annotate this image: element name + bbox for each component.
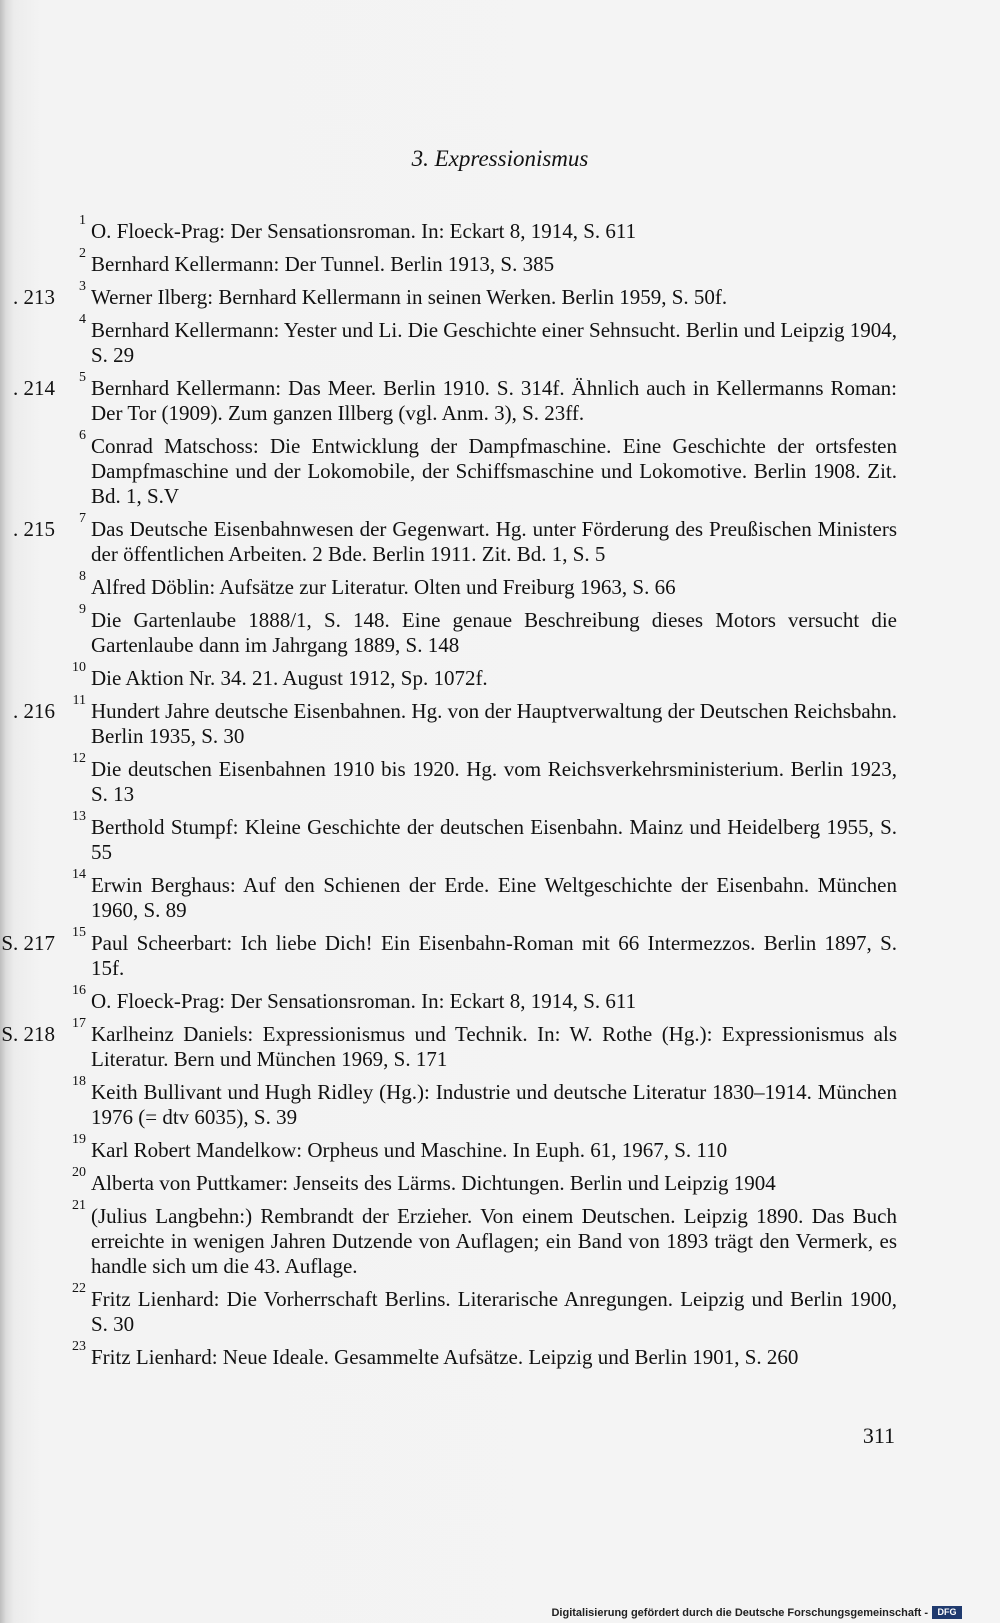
endnote-text bbox=[0, 511, 897, 567]
endnote-number: 10 bbox=[72, 660, 86, 675]
page-number: 311 bbox=[862, 1423, 895, 1448]
endnote-body: Bernhard Kellermann: Yester und Li. Die Geschichte einer Sehnsucht. Berlin und Leipzig 1904, S. 29 bbox=[91, 318, 897, 367]
endnote-text bbox=[0, 370, 897, 426]
endnote-text bbox=[0, 1132, 897, 1163]
endnote-text bbox=[0, 1074, 897, 1130]
endnote-body: (Julius Langbehn:) Rembrandt der Erzieher. Von einem Deutschen. Leipzig 1890. Das Buch erreichte in wenigen Jahren Dutzende von Auflagen; ein Band von 1893 trägt den Vermerk, es handle sich um die 43. Auflage. bbox=[91, 1204, 897, 1278]
endnote bbox=[0, 213, 1000, 244]
endnote-body: Bernhard Kellermann: Der Tunnel. Berlin 1913, S. 385 bbox=[91, 252, 555, 276]
endnote bbox=[0, 569, 1000, 600]
endnote-body: Werner Ilberg: Bernhard Kellermann in seinen Werken. Berlin 1959, S. 50f. bbox=[91, 285, 728, 309]
endnote-number: 6 bbox=[79, 428, 86, 443]
endnote-body: Hundert Jahre deutsche Eisenbahnen. Hg. von der Hauptverwaltung der Deutschen Reichsbahn. Berlin 1935, S. 30 bbox=[91, 699, 897, 748]
endnote-number: 1 bbox=[79, 213, 86, 228]
endnote-text bbox=[0, 925, 897, 981]
endnote-body: Bernhard Kellermann: Das Meer. Berlin 1910. S. 314f. Ähnlich auch in Kellermanns Roman: Der Tor (1909). Zum ganzen Illberg (vgl. Anm. 3), S. 23ff. bbox=[91, 376, 897, 425]
endnote-number: 11 bbox=[72, 693, 86, 708]
endnote-text bbox=[0, 809, 897, 865]
endnote-text bbox=[0, 751, 897, 807]
endnote bbox=[0, 867, 1000, 923]
endnote-text bbox=[0, 660, 897, 691]
endnote-number: 8 bbox=[79, 569, 86, 584]
endnote-text bbox=[0, 1165, 897, 1196]
endnote-text bbox=[0, 1281, 897, 1337]
endnote bbox=[0, 925, 1000, 981]
endnote-number: 19 bbox=[72, 1132, 86, 1147]
endnote-number: 7 bbox=[79, 511, 86, 526]
endnote-text bbox=[0, 1339, 897, 1370]
endnote bbox=[0, 1198, 1000, 1279]
endnote-text bbox=[0, 213, 897, 244]
endnote-number: 2 bbox=[79, 246, 86, 261]
endnote-body: Alfred Döblin: Aufsätze zur Literatur. Olten und Freiburg 1963, S. 66 bbox=[91, 575, 676, 599]
endnote-body: O. Floeck-Prag: Der Sensationsroman. In: Eckart 8, 1914, S. 611 bbox=[91, 219, 637, 243]
page-reference: . 214 bbox=[13, 376, 55, 400]
endnote-body: Die Aktion Nr. 34. 21. August 1912, Sp. 1072f. bbox=[91, 666, 488, 690]
endnote bbox=[0, 312, 1000, 368]
endnote bbox=[0, 751, 1000, 807]
endnote-body: Erwin Berghaus: Auf den Schienen der Erde. Eine Weltgeschichte der Eisenbahn. München 1960, S. 89 bbox=[91, 873, 897, 922]
endnote-body: O. Floeck-Prag: Der Sensationsroman. In: Eckart 8, 1914, S. 611 bbox=[91, 989, 637, 1013]
endnote-number: 3 bbox=[79, 279, 86, 294]
endnote-text bbox=[0, 312, 897, 368]
endnote-text bbox=[0, 428, 897, 509]
endnote-body: Alberta von Puttkamer: Jenseits des Lärms. Dichtungen. Berlin und Leipzig 1904 bbox=[91, 1171, 776, 1195]
endnote-body: Fritz Lienhard: Die Vorherrschaft Berlins. Literarische Anregungen. Leipzig und Berlin 1900, S. 30 bbox=[91, 1287, 897, 1336]
endnote-number: 20 bbox=[72, 1165, 86, 1180]
endnote-number: 21 bbox=[72, 1198, 86, 1213]
endnote-number: 14 bbox=[72, 867, 86, 882]
endnote bbox=[0, 1132, 1000, 1163]
endnote bbox=[0, 370, 1000, 426]
endnote-body: Das Deutsche Eisenbahnwesen der Gegenwart. Hg. unter Förderung des Preußischen Ministers der öffentlichen Arbeiten. 2 Bde. Berlin 1911. Zit. Bd. 1, S. 5 bbox=[91, 517, 897, 566]
endnote bbox=[0, 1016, 1000, 1072]
endnote-number: 15 bbox=[72, 925, 86, 940]
endnote bbox=[0, 428, 1000, 509]
endnote-text bbox=[0, 983, 897, 1014]
endnote-number: 22 bbox=[72, 1281, 86, 1296]
endnote-number: 18 bbox=[72, 1074, 86, 1089]
endnote bbox=[0, 511, 1000, 567]
endnote-number: 17 bbox=[72, 1016, 86, 1031]
endnote-number: 12 bbox=[72, 751, 86, 766]
endnote bbox=[0, 809, 1000, 865]
page-reference: S. 217 bbox=[1, 931, 55, 955]
endnote bbox=[0, 1281, 1000, 1337]
endnote-body: Fritz Lienhard: Neue Ideale. Gesammelte Aufsätze. Leipzig und Berlin 1901, S. 260 bbox=[91, 1345, 799, 1369]
endnote bbox=[0, 279, 1000, 310]
endnotes-list bbox=[0, 213, 1000, 1378]
page-reference: . 213 bbox=[13, 285, 55, 309]
endnote-text bbox=[0, 1198, 897, 1279]
dfg-logo: DFG bbox=[932, 1606, 962, 1619]
endnote-body: Berthold Stumpf: Kleine Geschichte der deutschen Eisenbahn. Mainz und Heidelberg 1955, S. 55 bbox=[91, 815, 897, 864]
page-reference: . 216 bbox=[13, 699, 55, 723]
endnote-body: Conrad Matschoss: Die Entwicklung der Dampfmaschine. Eine Geschichte der ortsfesten Dampfmaschine und der Lokomobile, der Schiffsmaschine und Lokomotive. Berlin 1908. Zit. Bd. 1, S.V bbox=[91, 434, 897, 508]
endnote-text bbox=[0, 279, 897, 310]
endnote-number: 16 bbox=[72, 983, 86, 998]
endnote-text bbox=[0, 602, 897, 658]
endnote bbox=[0, 1165, 1000, 1196]
endnote-body: Paul Scheerbart: Ich liebe Dich! Ein Eisenbahn-Roman mit 66 Intermezzos. Berlin 1897, S. 15f. bbox=[91, 931, 897, 980]
endnote bbox=[0, 602, 1000, 658]
endnote-number: 13 bbox=[72, 809, 86, 824]
endnote bbox=[0, 660, 1000, 691]
page-reference: . 215 bbox=[13, 517, 55, 541]
endnote-text bbox=[0, 246, 897, 277]
endnote-text bbox=[0, 1016, 897, 1072]
endnote-number: 4 bbox=[79, 312, 86, 327]
endnote-body: Karlheinz Daniels: Expressionismus und Technik. In: W. Rothe (Hg.): Expressionismus als Literatur. Bern und München 1969, S. 171 bbox=[91, 1022, 897, 1071]
endnote-body: Die Gartenlaube 1888/1, S. 148. Eine genaue Beschreibung dieses Motors versucht die Gartenlaube dann im Jahrgang 1889, S. 148 bbox=[91, 608, 897, 657]
endnote-text bbox=[0, 693, 897, 749]
endnote bbox=[0, 246, 1000, 277]
endnote-body: Keith Bullivant und Hugh Ridley (Hg.): Industrie und deutsche Literatur 1830–1914. München 1976 (= dtv 6035), S. 39 bbox=[91, 1080, 897, 1129]
endnote-text bbox=[0, 569, 897, 600]
endnote-number: 5 bbox=[79, 370, 86, 385]
endnote bbox=[0, 693, 1000, 749]
endnote-text bbox=[0, 867, 897, 923]
chapter-heading: 3. Expressionismus bbox=[411, 146, 589, 171]
endnote-body: Die deutschen Eisenbahnen 1910 bis 1920. Hg. vom Reichsverkehrsministerium. Berlin 1923, S. 13 bbox=[91, 757, 897, 806]
endnote-number: 9 bbox=[79, 602, 86, 617]
endnote bbox=[0, 1074, 1000, 1130]
endnote-body: Karl Robert Mandelkow: Orpheus und Maschine. In Euph. 61, 1967, S. 110 bbox=[91, 1138, 728, 1162]
endnote bbox=[0, 983, 1000, 1014]
endnote bbox=[0, 1339, 1000, 1370]
page-reference: S. 218 bbox=[1, 1022, 55, 1046]
endnote-number: 23 bbox=[72, 1339, 86, 1354]
digitization-credit: Digitalisierung gefördert durch die Deutsche Forschungsgemeinschaft - bbox=[551, 1607, 928, 1619]
